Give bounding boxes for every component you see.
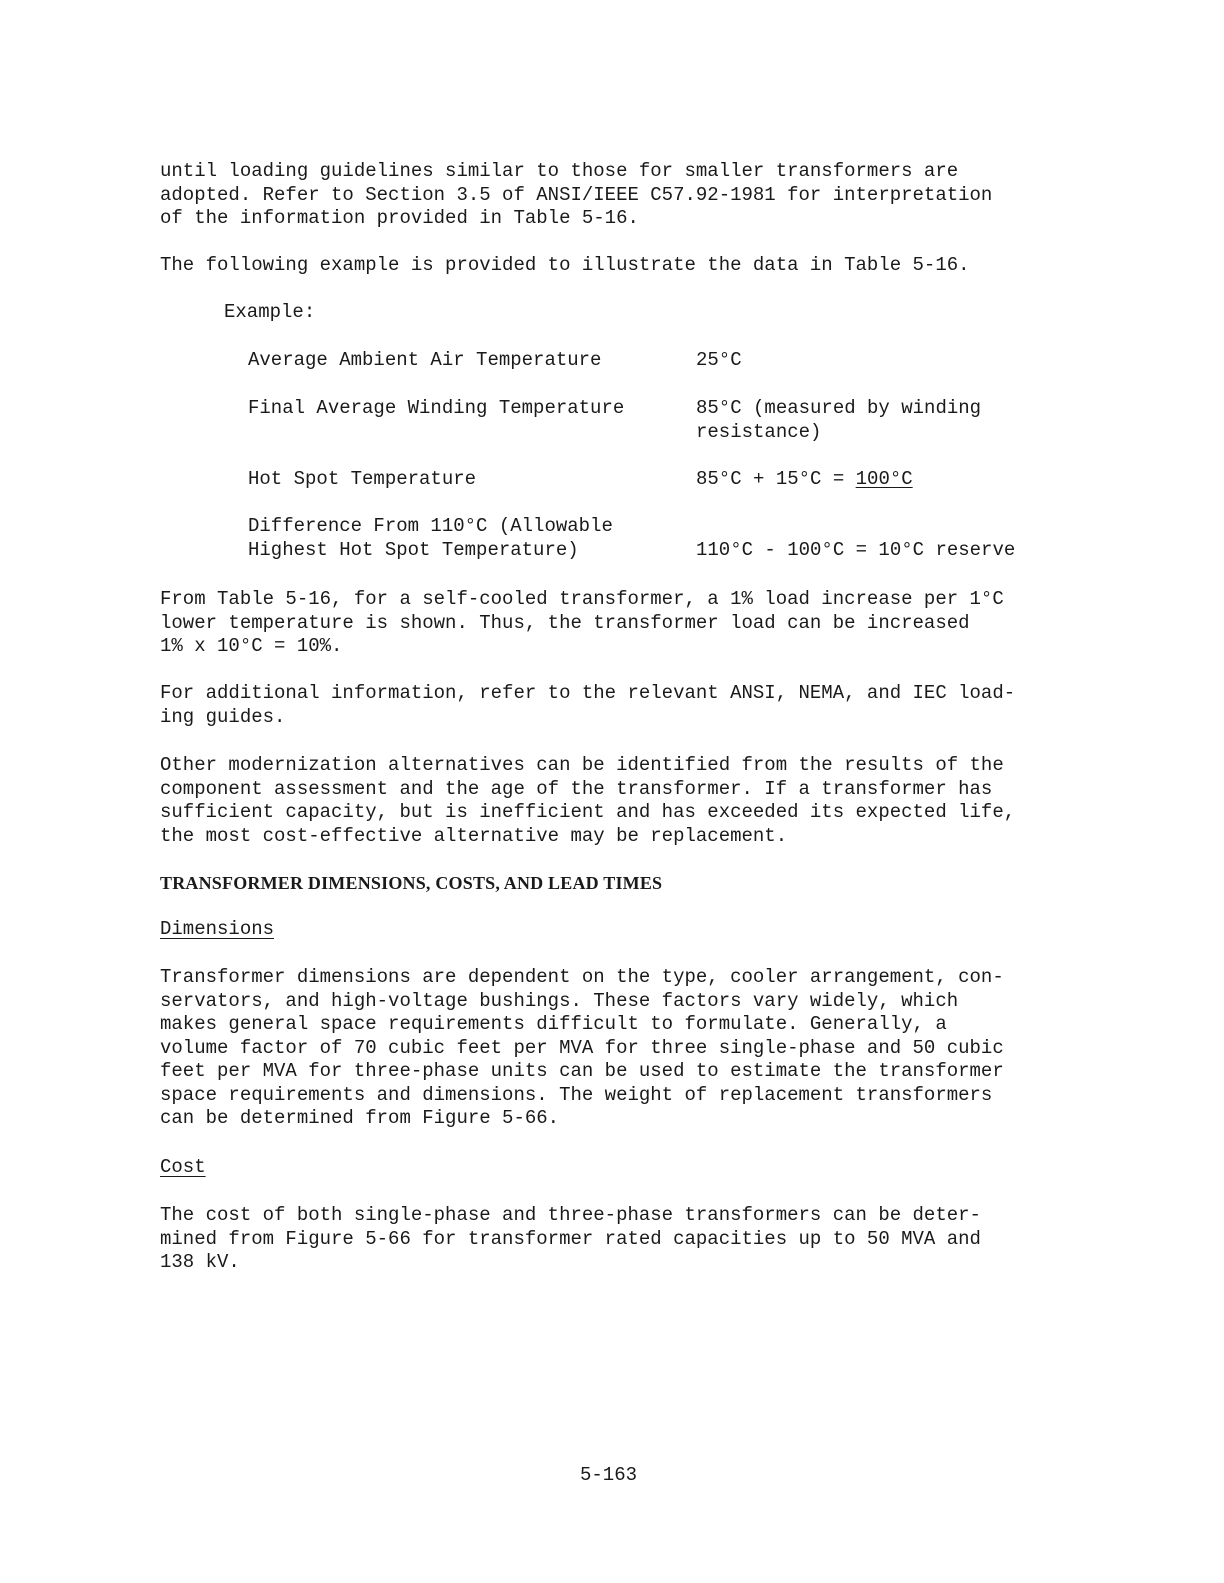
dimensions-text: Transformer dimensions are dependent on the type, cooler arrangement, con- servators, and high-voltage bushings. These factors vary widely, which makes general space requirements difficult to formulate. Generally, a volume factor of 70 cubic feet per MVA for three single-phase and 50 cubic feet per MVA for three-phase units can be used to estimate the transformer space requirements and dimensions. The weight of replacement transformers can be determined from Figure 5-66. [160,966,1004,1129]
paragraph-alternatives: Other modernization alternatives can be identified from the results of the component assessment and the age of the transformer. If a transformer has sufficient capacity, but is inefficient and has exceeded its expected life, the most cost-effective alternative may be replacement. [160,754,1016,847]
paragraph-table: From Table 5-16, for a self-cooled transformer, a 1% load increase per 1°C lower temperature is shown. Thus, the transformer load can be increased 1% x 10°C = 10%. [160,588,1004,657]
section-heading: TRANSFORMER DIMENSIONS, COSTS, AND LEAD TIMES [160,873,663,893]
example-label: Example: [224,301,316,323]
cost-text: The cost of both single-phase and three-phase transformers can be deter- mined from Figure 5-66 for transformer rated capacities up to 50 MVA and 138 kV. [160,1204,981,1273]
value-prefix: 85°C + 15°C = [696,468,856,490]
page-number: 5-163 [580,1464,638,1486]
example-row-value: 25°C [696,349,742,371]
example-row-value: 85°C (measured by winding resistance) [696,397,982,443]
cost-heading: Cost [160,1156,206,1178]
dimensions-heading: Dimensions [160,918,275,940]
example-row-label: Average Ambient Air Temperature [248,349,602,371]
example-row-label: Hot Spot Temperature [248,468,477,490]
value-underlined: 100°C [855,468,913,490]
example-row-value [696,468,1076,492]
example-row-label: Final Average Winding Temperature [248,397,625,419]
example-row-value: 110°C - 100°C = 10°C reserve [696,539,1016,561]
example-row-label: Difference From 110°C (Allowable Highest Hot Spot Temperature) [248,515,613,561]
intro-paragraph: until loading guidelines similar to those for smaller transformers are adopted. Refer to Section 3.5 of ANSI/IEEE C57.92-1981 for interpretation of the information provided in Table 5-16. [160,160,993,229]
paragraph-additional: For additional information, refer to the relevant ANSI, NEMA, and IEC load- ing guides. [160,682,1016,728]
example-intro: The following example is provided to illustrate the data in Table 5-16. [160,254,970,276]
